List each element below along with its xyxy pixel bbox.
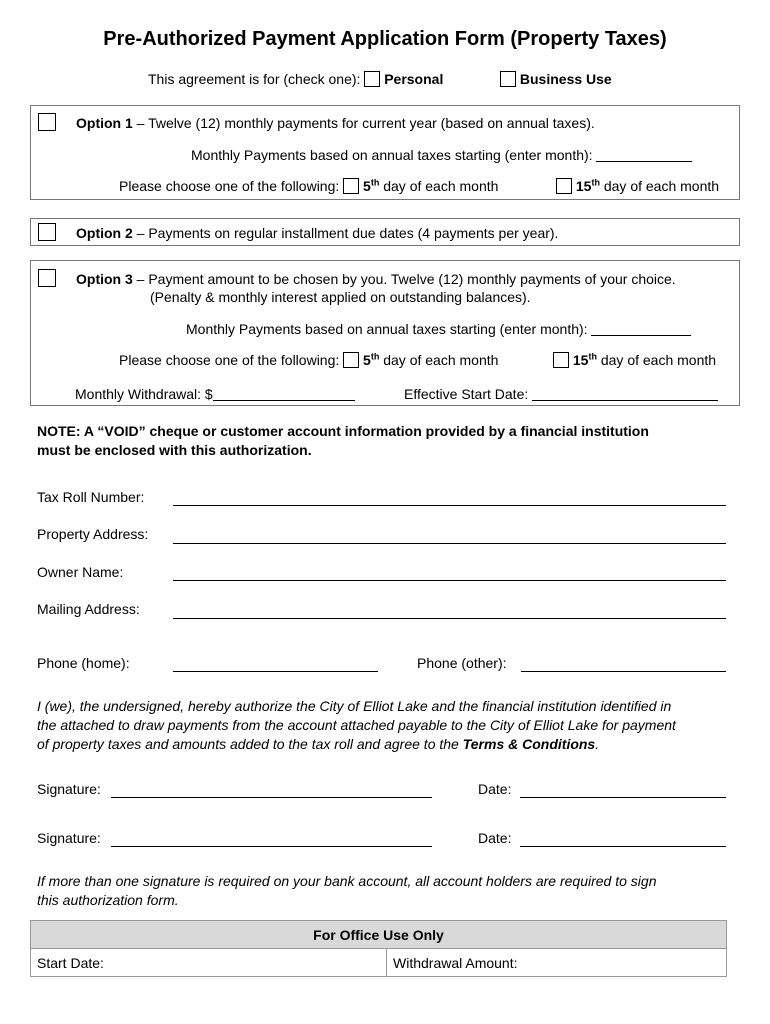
date1-field[interactable]	[520, 797, 726, 798]
note-line2: must be enclosed with this authorization.	[37, 442, 312, 458]
option1-month-prompt: Monthly Payments based on annual taxes starting (enter month):	[191, 147, 593, 163]
option3-checkbox[interactable]	[38, 269, 56, 287]
office-use-table	[30, 920, 727, 977]
option1-fifteenth-checkbox[interactable]	[556, 178, 572, 194]
option1-fifth-label: 5th day of each month	[363, 177, 499, 194]
option3-choose-prompt: Please choose one of the following:	[119, 352, 340, 368]
option3-fifteenth-label: 15th day of each month	[572, 351, 717, 368]
option3-fifth-label: 5th day of each month	[363, 351, 499, 368]
start-date-row	[404, 386, 718, 402]
option3-desc2: (Penalty & monthly interest applied on outstanding balances).	[150, 289, 531, 305]
multi-sig-line2: this authorization form.	[37, 892, 179, 908]
option3-desc: – Payment amount to be chosen by you. Twelve (12) monthly payments of your choice.	[132, 271, 676, 287]
option1-fifteenth-label: 15th day of each month	[575, 177, 720, 194]
withdrawal-label: Monthly Withdrawal: $	[75, 386, 213, 402]
auth-line1: I (we), the undersigned, hereby authorize the City of Elliot Lake and the financial institution identified in	[37, 698, 672, 714]
property-address-field[interactable]	[173, 543, 726, 544]
tax-roll-field[interactable]	[173, 505, 726, 506]
option3-label: Option 3	[76, 271, 133, 287]
personal-checkbox[interactable]	[364, 71, 380, 87]
option1-label: Option 1	[76, 115, 133, 131]
option1-box	[30, 105, 740, 200]
signature1-label: Signature:	[37, 781, 101, 797]
personal-label: Personal	[384, 71, 444, 87]
owner-name-field[interactable]	[173, 580, 726, 581]
option3-fifteenth-checkbox[interactable]	[553, 352, 569, 368]
option1-month-field[interactable]	[596, 161, 692, 162]
start-date-field[interactable]	[532, 400, 718, 401]
date2-label: Date:	[478, 830, 512, 846]
mailing-address-label: Mailing Address:	[37, 601, 140, 617]
option1-fifth-checkbox[interactable]	[343, 178, 359, 194]
office-withdrawal-amount: Withdrawal Amount:	[387, 949, 727, 977]
option2-text	[76, 225, 558, 241]
note-line1: NOTE: A “VOID” cheque or customer account information provided by a financial institution	[37, 423, 649, 439]
option3-box	[30, 260, 740, 406]
option3-month-field[interactable]	[591, 335, 691, 336]
option3-month-row	[186, 321, 691, 337]
phone-other-label: Phone (other):	[417, 655, 507, 671]
page-title: Pre-Authorized Payment Application Form (Property Taxes)	[103, 28, 667, 50]
date1-label: Date:	[478, 781, 512, 797]
option3-fifteenth-row	[553, 352, 716, 368]
option1-choose-row	[119, 178, 498, 194]
auth-line3: of property taxes and amounts added to the tax roll and agree to the Terms & Conditions.	[37, 736, 600, 752]
withdrawal-field[interactable]	[213, 400, 355, 401]
business-label: Business Use	[519, 71, 612, 87]
tax-roll-label: Tax Roll Number:	[37, 489, 145, 505]
auth-line2: the attached to draw payments from the account attached payable to the City of Elliot Lake for payment	[37, 717, 676, 733]
agreement-prompt: This agreement is for (check one):	[148, 71, 361, 87]
option3-choose-row	[119, 352, 498, 368]
signature2-field[interactable]	[111, 846, 432, 847]
option2-box	[30, 218, 740, 246]
office-use-header: For Office Use Only	[31, 921, 727, 949]
option1-month-row	[191, 147, 692, 163]
option1-text	[76, 115, 595, 131]
option2-desc: – Payments on regular installment due dates (4 payments per year).	[132, 225, 559, 241]
business-checkbox[interactable]	[500, 71, 516, 87]
phone-other-field[interactable]	[521, 671, 726, 672]
withdrawal-row	[75, 386, 355, 402]
phone-home-field[interactable]	[173, 671, 378, 672]
signature1-field[interactable]	[111, 797, 432, 798]
office-start-date: Start Date:	[31, 949, 387, 977]
phone-home-label: Phone (home):	[37, 655, 130, 671]
terms-conditions: Terms & Conditions	[462, 736, 596, 752]
option3-text	[76, 271, 676, 287]
agreement-row	[148, 71, 443, 87]
option3-month-prompt: Monthly Payments based on annual taxes starting (enter month):	[186, 321, 588, 337]
option2-checkbox[interactable]	[38, 223, 56, 241]
signature2-label: Signature:	[37, 830, 101, 846]
date2-field[interactable]	[520, 846, 726, 847]
option1-checkbox[interactable]	[38, 113, 56, 131]
option2-label: Option 2	[76, 225, 133, 241]
option3-fifth-checkbox[interactable]	[343, 352, 359, 368]
business-row	[500, 71, 612, 87]
property-address-label: Property Address:	[37, 526, 149, 542]
multi-sig-line1: If more than one signature is required on your bank account, all account holders are required to sign	[37, 873, 657, 889]
start-date-label: Effective Start Date:	[404, 386, 529, 402]
option1-desc: – Twelve (12) monthly payments for current year (based on annual taxes).	[132, 115, 595, 131]
option1-fifteenth-row	[556, 178, 719, 194]
owner-name-label: Owner Name:	[37, 564, 124, 580]
option1-choose-prompt: Please choose one of the following:	[119, 178, 340, 194]
mailing-address-field[interactable]	[173, 618, 726, 619]
